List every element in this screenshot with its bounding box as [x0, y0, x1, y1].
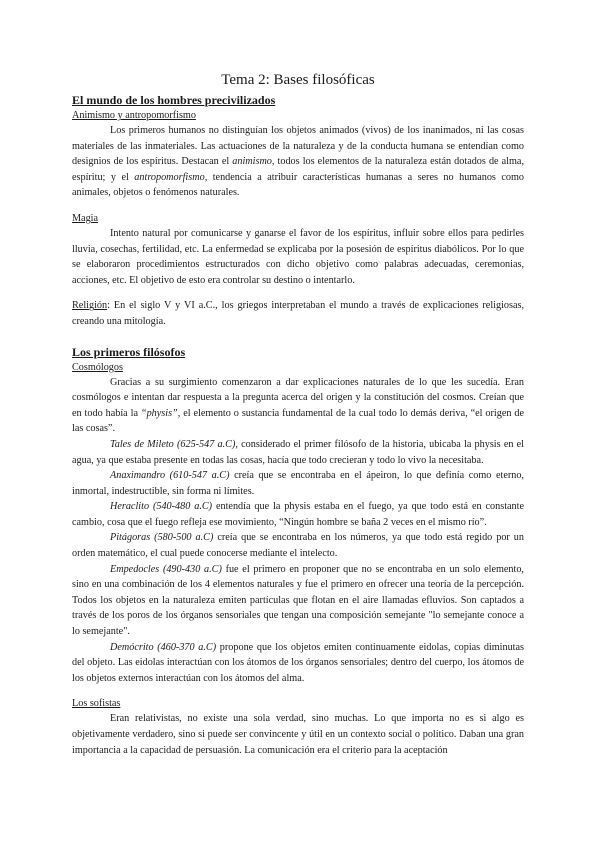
paragraph-heraclito: Heraclito (540-480 a.C) entendía que la physis estaba en el fuego, ya que todo está en constante cambio, cosa que el fuego refleja ese movimiento, “Ningún hombre se baña 2 veces en el mismo río”.	[72, 501, 524, 528]
subheading-cosmologos: Cosmólogos	[72, 361, 123, 373]
paragraph-empedocles: Empedocles (490-430 a.C) fue el primero en proponer que no se encontraba en un solo elemento, sino en una combinación de los 4 elementos naturales y fue el primero en ofrecer una teoría de la percepción. Todos los objetos en la naturaleza emiten partículas que flotan en el aire llamadas efluvios. Son captados a través de los poros de los órganos sensoriales que tengan una composición semejante "lo semejante conoce a lo semejante".	[72, 563, 524, 638]
section-heading-primeros-filosofos: Los primeros filósofos	[72, 344, 186, 359]
paragraph-animismo: Los primeros humanos no distinguían los objetos animados (vivos) de los inanimados, ni las cosas materiales de las inmateriales. Las actuaciones de la naturaleza y de la conducta humana se entendían como designios de los espíritus. Destacan el animismo, todos los elementos de la naturaleza están dotados de alma, espíritu; y el antropomorfismo, tendencia a atribuir características humanas a seres no humanos como animales, objetos o fenómenos naturales.	[72, 125, 525, 199]
paragraph-magia: Intento natural por comunicarse y ganarse el favor de los espíritus, influir sobre ellos para pedirles lluvia, cosechas, fertilidad, etc. La enfermedad se explicaba por la posesión de espíritus diabólicos. Por lo que se elaboraron procedimientos estructurados con dicho objetivo como palabras adecuadas, ceremonias, acciones, etc. El objetivo de esto era controlar su destino o intentarlo.	[72, 227, 524, 286]
subheading-magia: Magia	[72, 212, 99, 224]
subheading-sofistas: Los sofistas	[72, 698, 121, 710]
document-page	[72, 70, 524, 758]
paragraph-democrito: Demócrito (460-370 a.C) propone que los objetos emiten continuamente eidolas, copias diminutas del objeto. Las eidolas interactúan con los átomos de los órganos sensoriales; dentro del cuerpo, los átomos de los objetos externos interactúan con los átomos del alma.	[72, 641, 525, 684]
page-title: Tema 2: Bases filosóficas	[221, 72, 375, 88]
paragraph-cosmologos-intro: Gracias a su surgimiento comenzaron a dar explicaciones naturales de lo que les sucedía. Eran cosmólogos e intentan dar respuesta a la pregunta acerca del origen y la constitución del cosmos. Creían que en todo había la “physis”, el elemento o sustancia fundamental de la cual todo lo demás deriva, “el origen de las cosas”.	[72, 376, 524, 435]
paragraph-pitagoras: Pitágoras (580-500 a.C) creía que se encontraba en los números, ya que todo está regido por un orden matemático, el cual puede conocerse mediante el intelecto.	[72, 532, 524, 560]
paragraph-anaximandro: Anaximandro (610-547 a.C) creía que se encontraba en el ápeiron, lo que definía como eterno, inmortal, indestructible, sin forma ni límites.	[72, 470, 524, 497]
religion-label: Religión	[72, 300, 108, 312]
paragraph-tales: Tales de Mileto (625-547 a.C), considerado el primer filósofo de la historia, ubicaba la physis en el agua, ya que estaba presente en todas las cosas, hacía que todo crecieran y todo lo vivo la necesitaba.	[72, 438, 524, 466]
subheading-animismo: Animismo y antropomorfismo	[72, 110, 196, 121]
section-heading-precivilizados: El mundo de los hombres precivilizados	[72, 93, 276, 107]
paragraph-sofistas: Eran relativistas, no existe una sola verdad, sino muchas. Lo que importa no es si algo es objetivamente verdadero, sino si puede ser convincente y útil en un contexto social o político. Daban una gran importancia a la capacidad de persuasión. La comunicación era el criterio para la aceptación	[72, 713, 524, 756]
paragraph-religion: Religión: En el siglo V y VI a.C., los griegos interpretaban el mundo a través de explicaciones religiosas, creando una mitología.	[72, 300, 524, 327]
